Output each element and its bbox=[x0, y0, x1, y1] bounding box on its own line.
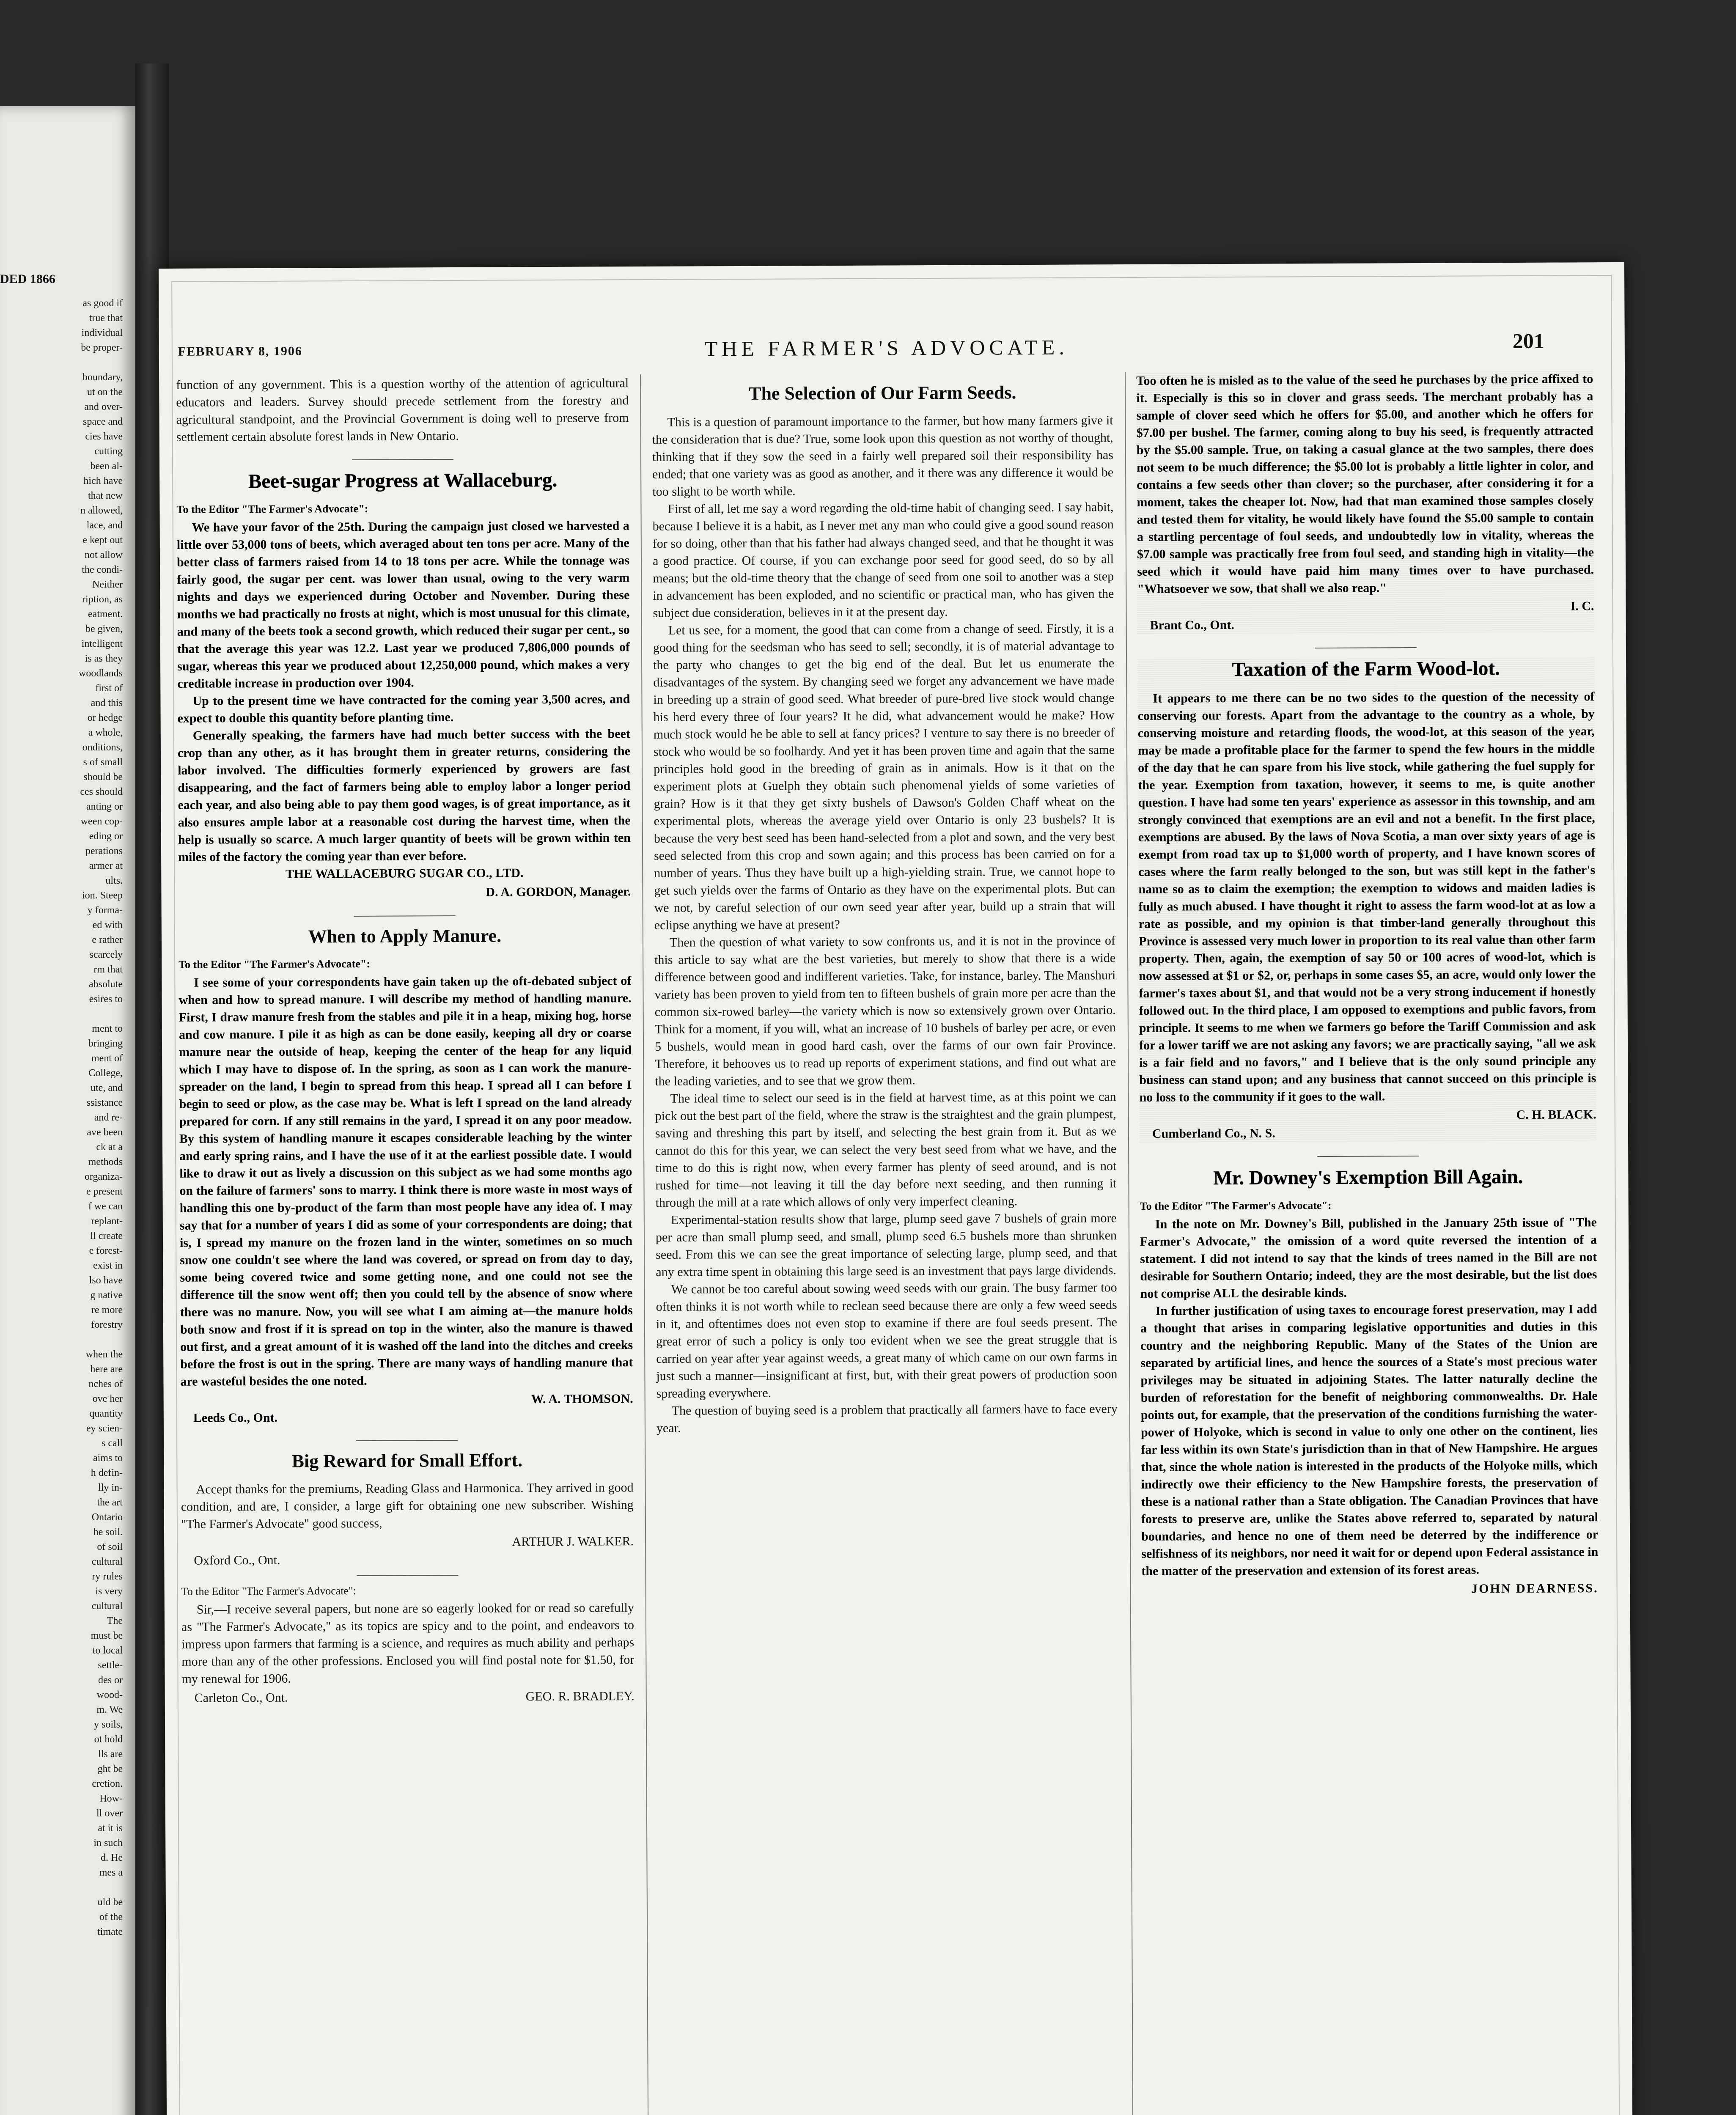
adjacent-page-line: ion. Steep bbox=[82, 890, 123, 901]
signature: JOHN DEARNESS. bbox=[1471, 1581, 1599, 1596]
adjacent-page-line: timate bbox=[97, 1926, 123, 1937]
adjacent-page-line: f we can bbox=[88, 1201, 123, 1212]
to-editor-line: To the Editor "The Farmer's Advocate": bbox=[176, 502, 368, 516]
adjacent-page-line: woodlands bbox=[79, 668, 123, 679]
adjacent-page-line: y forma- bbox=[87, 905, 123, 916]
article-paragraph: Too often he is misled as to the value of the seed he purchases by the price affixed to it. Especially is this so in clover and grass seeds. The merchant probably has a sample of clover seed which he offers for $5.00, and another which he offers for $7.00 per bushel. The farmer, coming along to buy his seed, is frequently attracted by the $5.00 sample. True, on taking a casual glance at the two samples, there does not seem to be much difference; the $5.00 lot is probably a little lighter in color, and contains a few seeds other than clover; so the purchaser, after considering it for a moment, takes the cheaper lot. Now, had that man examined those samples closely and tested them for vitality, he would likely have found the $5.00 sample to contain a startling percentage of foul seeds, and undoubtedly low in vitality, whereas the $7.00 sample was practically free from foul seed, and standing high in vitality—the seed which it would have paid him many times over to have purchased. "Whatsoever we sow, that shall we also reap." bbox=[1136, 372, 1594, 596]
adjacent-page-line: ot hold bbox=[94, 1734, 123, 1745]
section-divider bbox=[1315, 647, 1417, 648]
location: Brant Co., Ont. bbox=[1150, 618, 1234, 632]
adjacent-page-line: is very bbox=[95, 1586, 123, 1597]
adjacent-page-line: absolute bbox=[89, 979, 123, 990]
adjacent-page-line: nches of bbox=[88, 1379, 123, 1390]
adjacent-page-line: quantity bbox=[89, 1408, 123, 1419]
adjacent-page-line: the art bbox=[97, 1497, 123, 1508]
adjacent-page-header: DED 1866 bbox=[0, 272, 55, 286]
adjacent-page-line: here are bbox=[90, 1364, 123, 1375]
adjacent-page-line: first of bbox=[95, 683, 123, 694]
adjacent-page-line: des or bbox=[98, 1675, 123, 1686]
company-name: THE WALLACEBURG SUGAR CO., LTD. bbox=[285, 866, 524, 881]
adjacent-page-line: the condi- bbox=[82, 564, 123, 575]
article-paragraph: I see some of your correspondents have gain taken up the oft-debated subject of when and how to spread manure. I will describe my method of handling manure. First, I draw manure fresh from the stables and pile it in a heap, mixing hog, horse and cow manure. I pile it as high as can be done easily, keeping all dry or coarse manure near the outside of heap, keeping the center of the heap for any liquid which I may have to dispose of. In the spring, as soon as I can work the manure-spreader on the land, I begin to spread from this heap. I spread all I can before I begin to seed or plow, as the case may be. What is left I spread on the land already prepared for corn. If any still remains in the yard, I spread it on any poor meadow. By this system of handling manure it escapes considerable leaching by the winter and early spring rains, and I have the use of it at the earliest possible date. I would like to draw it out as lively a discussion on this subject as we had some months ago on the failure of farmers' sons to marry. I think there is more waste in most ways of handling this one by-product of the farm than most people have any idea of. I may say that for a number of years I did as some of your correspondents are doing; that is, I spread my manure on the frozen land in the winter, sometimes on so much snow one couldn't see where the land was covered, or spread on from day to day, some being covered twice and some getting none, and one could not see the difference till the snow went off; then you could tell by the absence of snow where there was no manure. Now, you will see what I am aiming at—the manure holds both snow and frost if it is spread on top in the winter, also the manure is thawed out first, and a great amount of it is washed off the land into the ditches and creeks before the frost is out in the spring. There are many ways of handling manure that are wasteful besides the one noted. bbox=[179, 973, 633, 1389]
adjacent-page-line: true that bbox=[89, 313, 123, 324]
section-divider bbox=[1317, 1156, 1419, 1157]
masthead-title: THE FARMER'S ADVOCATE. bbox=[704, 335, 1069, 361]
adjacent-page-line: d. He bbox=[101, 1852, 123, 1863]
adjacent-page-line: cultural bbox=[91, 1556, 123, 1567]
adjacent-page-line: m. We bbox=[96, 1704, 123, 1715]
adjacent-page-line: eatment. bbox=[88, 609, 123, 620]
adjacent-page-line: individual bbox=[81, 327, 123, 338]
article-headline: The Selection of Our Farm Seeds. bbox=[749, 382, 1016, 404]
adjacent-page-line: ry rules bbox=[92, 1571, 123, 1582]
adjacent-page-line: armer at bbox=[89, 860, 123, 871]
adjacent-page-line: be given, bbox=[85, 624, 123, 634]
section-divider bbox=[356, 1440, 458, 1441]
adjacent-page-line: not allow bbox=[85, 549, 123, 560]
article-paragraph: Then the question of what variety to sow confronts us, and it is not in the province of this article to say what are the best varieties, but merely to show that there is a wide difference between good and indifferent varieties. Take, for instance, barley. The Manshuri variety has been proven to yield from ten to fifteen bushels of grain more per acre than the common six-rowed barley—the variety which is now so extensively grown over Ontario. Think for a moment, if you will, what an increase of 10 bushels of barley per acre, or even 5 bushels, would mean in good hard cash, over the farms of our own fair Province. Therefore, it behooves us to read up reports of experiment stations, and find out what are the leading varieties, and to see that we grow them. bbox=[654, 933, 1116, 1088]
adjacent-page-line: mes a bbox=[99, 1867, 123, 1878]
adjacent-page-line: bringing bbox=[88, 1038, 123, 1049]
adjacent-page-line: lace, and bbox=[86, 520, 123, 531]
article-woodlot-taxation bbox=[1137, 656, 1596, 1143]
adjacent-page-line: and re- bbox=[94, 1112, 123, 1123]
adjacent-page-line: ment to bbox=[92, 1023, 123, 1034]
adjacent-page-line: ght be bbox=[97, 1763, 123, 1774]
adjacent-page-line: be proper- bbox=[81, 342, 123, 353]
adjacent-page-line: scarcely bbox=[89, 949, 123, 960]
adjacent-page-line: as good if bbox=[82, 298, 123, 309]
signature: D. A. GORDON, Manager. bbox=[486, 884, 631, 899]
signature: I. C. bbox=[1570, 599, 1594, 613]
article-beet-sugar bbox=[176, 468, 631, 902]
article-paragraph: We cannot be too careful about sowing weed seeds with our grain. The busy farmer too often thinks it is not worth while to reclean seed because there are only a few weed seeds in it, and oftentimes does not even stop to examine if there are foul seeds present. The great error of such a policy is only too evident when we see the great struggle that is carried on year after year against weeds, a great many of which came on our own farms in just such a manner—insignificant at first, but, with their great powers of production soon spreading everywhere. bbox=[656, 1280, 1118, 1401]
to-editor-line: To the Editor "The Farmer's Advocate": bbox=[181, 1585, 356, 1598]
article-paragraph: function of any government. This is a question worthy of the attention of agricultural educators and leaders. Survey should precede settlement from the forestry and agricultural standpoint, and the Provincial Government is doing well to preserve from settlement certain absolute forest lands in New Ontario. bbox=[176, 376, 629, 444]
adjacent-page-line: a whole, bbox=[88, 727, 123, 738]
article-reward bbox=[181, 1449, 635, 1707]
adjacent-page-line: ave been bbox=[87, 1127, 123, 1138]
adjacent-page-line: esires to bbox=[89, 994, 123, 1005]
adjacent-page-fragment bbox=[0, 106, 135, 2115]
adjacent-page-line: lls are bbox=[98, 1749, 123, 1760]
adjacent-page-line: ove her bbox=[92, 1393, 123, 1404]
signature: W. A. THOMSON. bbox=[531, 1391, 633, 1406]
adjacent-page-line: ces should bbox=[80, 786, 123, 797]
adjacent-page-line: Ontario bbox=[91, 1512, 123, 1523]
location: Oxford Co., Ont. bbox=[194, 1553, 280, 1568]
article-headline: Taxation of the Farm Wood-lot. bbox=[1232, 657, 1500, 681]
adjacent-page-line: re more bbox=[91, 1305, 123, 1316]
issue-date: FEBRUARY 8, 1906 bbox=[178, 344, 302, 359]
article-paragraph: It appears to me there can be no two sides to the question of the necessity of conserving our forests. Apart from the advantage to the country as a whole, by conserving moisture and retarding floods, the wood-lot, at this season of the year, may be made a profitable place for the farmer to spend the few hours in the middle of the day that he can spare from his live stock, while gathering the fuel supply for the year. Exemption from taxation, however, it seems to me, is quite another question. I have had some ten years' experience as assessor in this township, and am strongly convinced that exemptions are an evil and not a benefit. In the first place, exemptions are abused. By the laws of Nova Scotia, a man over sixty years of age is exempt from road tax up to $1,000 worth of property, and I have known scores of cases where the farm really belonged to the son, but was still kept in the father's name so as to claim the exemption; the exemption to widows and maiden ladies is fully as much abused. I have thought it right to assess the farm wood-lot at as low a rate as possible, and my opinion is that timber-land generally throughout this Province is assessed very much lower in proportion to its real value than other farm property. Then, again, the exemption of say 50 or 100 acres of wood-lot, which is now assessed at $1 or $2, or, perhaps in some cases $5, an acre, would only lower the farmer's taxes about $1, and that would not be a very strong inducement if honestly followed out. In the third place, I am opposed to exemptions and public favors, from principle. It seems to me when we farmers go before the Tariff Commission and ask for a lower tariff we are not asking any favors; we are practically saying, "all we ask is a fair field and no favors," and I believe that is the only sound principle any business can stand upon; and any business that cannot succeed on this principle is no loss to the community if it goes to the wall. bbox=[1137, 689, 1596, 1104]
adjacent-page-line: is as they bbox=[85, 653, 123, 664]
signature-line bbox=[195, 1687, 635, 1707]
article-seed-selection bbox=[652, 382, 1118, 1437]
adjacent-page-line: onditions, bbox=[82, 742, 123, 753]
article-manure bbox=[179, 925, 633, 1426]
adjacent-page-line: of soil bbox=[97, 1541, 123, 1552]
section-divider bbox=[354, 915, 456, 917]
adjacent-page-line: that new bbox=[88, 490, 123, 501]
article-paragraph: Accept thanks for the premiums, Reading Glass and Harmonica. They arrived in good condition, and are, I consider, a large gift for obtaining one new subscriber. Wishing "The Farmer's Advocate" good success, bbox=[181, 1480, 634, 1532]
adjacent-page-line bbox=[0, 1880, 123, 1895]
adjacent-page-line: forestry bbox=[91, 1319, 123, 1330]
article-paragraph: Up to the present time we have contracted for the coming year 3,500 acres, and expect to double this quantity before planting time. bbox=[177, 692, 630, 725]
column-middle bbox=[652, 372, 1118, 1451]
article-headline: Beet-sugar Progress at Wallaceburg. bbox=[248, 469, 558, 493]
article-intro-continued bbox=[176, 374, 629, 446]
article-paragraph: Generally speaking, the farmers have had much better success with the beet crop than any other, as it has brought them in greater returns, considering the labor involved. The difficulties formerly experienced by growers are fast disappearing, and the fact of farmers being able to employ labor a longer period each year, and also being able to pay them good wages, is of great importance, as it also ensures ample labor at a reasonable cost during the harvest time, when the help is usually so scarce. A much larger quantity of beets will be grown within ten miles of the factory the coming year than ever before. bbox=[177, 727, 631, 864]
column-right bbox=[1136, 370, 1599, 1613]
column-left bbox=[176, 374, 635, 1721]
adjacent-page-line: of the bbox=[99, 1912, 123, 1923]
article-paragraph: Let us see, for a moment, the good that can come from a change of seed. Firstly, it is a good thing for the seedsman who has seed to sell; secondly, it is of material advantage to the party who changes to get the big end of the deal. But let us enumerate the disadvantages of the system. By changing seed we forget any advancement we have made in breeding up a strain of good seed. What breeder of pure-bred live stock would change his herd every three of four years? It he did, what advancement would he make? How much stock would he be able to sell at fancy prices? I venture to say there is no breeder of stock who would be so foolhardy. And yet it has been proven time and again that the same principles hold good in the breeding of grain as in animals. How is it that on the experiment plots at Guelph they obtain such phenomenal yields of some varieties of grain? How is it that they get sixty bushels of Dawson's Golden Chaff wheat on the experimental plots, whereas the average yield over Ontario is only 23 bushels? It is because the very best seed has been hand-selected from a plot and sown, and the very best seed selected from this crop and sown again; and this process has been carried on for a number of years. Thus they have built up a high-yielding strain. True, we cannot hope to get such yields over the farms of Ontario as they have on the experimental plots. But can we not, by careful selection of our own seed year after year, build up a strain that will eclipse anything we have at present? bbox=[653, 621, 1115, 932]
adjacent-page-line: cutting bbox=[94, 446, 123, 457]
adjacent-page-line: to local bbox=[92, 1645, 123, 1656]
adjacent-page-line: methods bbox=[88, 1156, 123, 1167]
adjacent-page-line: eding or bbox=[89, 831, 123, 842]
adjacent-page-line: perations bbox=[85, 846, 123, 857]
adjacent-page-line: hich have bbox=[83, 475, 123, 486]
article-downey-bill bbox=[1140, 1165, 1598, 1599]
adjacent-page-line: ll over bbox=[96, 1808, 123, 1819]
adjacent-page-line: ment of bbox=[91, 1053, 123, 1064]
to-editor-line: To the Editor "The Farmer's Advocate": bbox=[1140, 1199, 1332, 1212]
adjacent-page-line bbox=[0, 355, 123, 370]
adjacent-page-line: College, bbox=[88, 1068, 123, 1079]
adjacent-page-line: ssistance bbox=[86, 1097, 123, 1108]
article-headline: Big Reward for Small Effort. bbox=[291, 1449, 523, 1472]
adjacent-page-line: boundary, bbox=[82, 372, 123, 383]
adjacent-page-line: organiza- bbox=[84, 1171, 123, 1182]
adjacent-page-line: in such bbox=[93, 1838, 123, 1849]
adjacent-page-line: aims to bbox=[93, 1453, 123, 1464]
adjacent-page-line: uld be bbox=[97, 1897, 123, 1908]
adjacent-page-line: lly in- bbox=[98, 1482, 123, 1493]
adjacent-page-line: ey scien- bbox=[86, 1423, 123, 1434]
article-paragraph: This is a question of paramount importance to the farmer, but how many farmers give it the consideration that is due? True, some look upon this question as not worthy of thought, thinking that if they sow the seed in a fairly well prepared soil their responsibility has ended; that one variety was as good as another, and it there was any difference it would be too slight to be worth while. bbox=[652, 413, 1114, 499]
adjacent-page-line: lso have bbox=[89, 1275, 123, 1286]
adjacent-page-line: replant- bbox=[91, 1216, 123, 1227]
article-headline: When to Apply Manure. bbox=[308, 925, 502, 947]
adjacent-page-line: e forest- bbox=[89, 1245, 123, 1256]
adjacent-page-line: wood- bbox=[96, 1689, 123, 1700]
article-paragraph: We have your favor of the 25th. During the campaign just closed we harvested a little over 53,000 tons of beets, which averaged about ten tons per acre. Many of the better class of farmers raised from 14 to 18 tons per acre. While the tonnage was fairly good, the sugar per cent. was lower than usual, owing to the very warm nights and days we experienced during October and November. During these months we had practically no frosts at night, which is most unusual for this climate, and many of the beets took a second growth, which reduced their sugar per cent., so that the average this year was 12.2. Last year we produced 7,806,000 pounds of sugar, whereas this year we produced about 12,250,000 pound, which makes a very creditable increase in production over 1904. bbox=[176, 519, 630, 691]
adjacent-page-line: anting or bbox=[86, 801, 123, 812]
adjacent-page-line: and over- bbox=[84, 401, 123, 412]
to-editor-line: To the Editor "The Farmer's Advocate": bbox=[179, 957, 371, 971]
adjacent-page-line: g native bbox=[90, 1290, 123, 1301]
page-number: 201 bbox=[1512, 329, 1544, 353]
adjacent-page-line bbox=[0, 1007, 123, 1022]
adjacent-page-line: ription, as bbox=[82, 594, 123, 605]
location: Cumberland Co., N. S. bbox=[1152, 1126, 1275, 1141]
adjacent-page-line: cies have bbox=[85, 431, 123, 442]
article-paragraph: In the note on Mr. Downey's Bill, published in the January 25th issue of "The Farmer's Advocate," the omission of a word quite reversed the intention of a statement. I did not intend to say that the kinds of trees named in the Bill are not desirable for Southern Ontario; indeed, they are the most desirable, but the list does not comprise ALL the desirable kinds. bbox=[1140, 1215, 1597, 1301]
adjacent-page-line: rm that bbox=[93, 964, 123, 975]
location: Carleton Co., Ont. bbox=[194, 1690, 288, 1705]
article-paragraph: Experimental-station results show that large, plump seed gave 7 bushels of grain more per acre than small plump seed, and small, plump seed 6.5 bushels more than shrunken seed. From this we can see the great importance of selecting large, plump seed, and that any extra time spent in obtaining this large seed is an investment that pays large dividends. bbox=[655, 1211, 1117, 1279]
article-paragraph: First of all, let me say a word regarding the old-time habit of changing seed. I say habit, because I believe it is a habit, as I never met any man who could give a good sound reason for so doing, other than that his father had always changed seed, and that he thought it was a good practice. Of course, if you can exchange poor seed for good seed, do so by all means; but the old-time theory that the change of seed from one soil to another was a step in advancement has been exploded, and no scientific or practical man, who has given the subject due consideration, believes in it at the present day. bbox=[652, 500, 1114, 620]
adjacent-page-line: Neither bbox=[92, 579, 123, 590]
article-paragraph: The question of buying seed is a problem that practically all farmers have to face every year. bbox=[656, 1401, 1118, 1435]
adjacent-page-line: intelligent bbox=[81, 638, 123, 649]
adjacent-page-line: e kept out bbox=[82, 535, 123, 546]
article-paragraph: The ideal time to select our seed is in the field at harvest time, as at this point we can pick out the best part of the field, where the straw is the straightest and the grain plumpest, saving and threshing this part by itself, and selecting the best grain from it. But as we cannot do this for this year, we can select the very best seed from what we have, and the time to do this is right now, when every farmer has plenty of seed around, and is not rushed for time—not leaving it till the day before next seeding, and then running it through the mill at a rate which allows of only very imperfect cleaning. bbox=[655, 1089, 1117, 1210]
adjacent-page-line: must be bbox=[91, 1630, 123, 1641]
adjacent-page-line: n allowed, bbox=[80, 505, 123, 516]
adjacent-page-line: h defin- bbox=[91, 1467, 123, 1478]
adjacent-page-line: cretion. bbox=[92, 1778, 123, 1789]
adjacent-page-line: settle- bbox=[98, 1660, 123, 1671]
adjacent-page-line bbox=[0, 1332, 123, 1347]
location: Leeds Co., Ont. bbox=[193, 1410, 278, 1425]
section-divider bbox=[352, 459, 453, 460]
signature: C. H. BLACK. bbox=[1516, 1107, 1596, 1122]
adjacent-page-line: space and bbox=[83, 416, 123, 427]
adjacent-page-line: exist in bbox=[93, 1260, 123, 1271]
adjacent-page-line: and this bbox=[91, 698, 123, 709]
article-paragraph: Sir,—I receive several papers, but none are so eagerly looked for or read so carefully as "The Farmer's Advocate," as its topics are spicy and to the point, and endeavors to impress upon farmers that farming is a science, and requires as much ability and perhaps more than any of the other professions. Enclosed you will find postal note for $1.50, for my renewal for 1906. bbox=[181, 1601, 635, 1687]
adjacent-page-line: ween cop- bbox=[80, 816, 123, 827]
section-divider bbox=[357, 1575, 458, 1576]
adjacent-page-line: cultural bbox=[91, 1601, 123, 1612]
signature: GEO. R. BRADLEY. bbox=[525, 1689, 635, 1704]
adjacent-page-text bbox=[0, 296, 123, 1939]
adjacent-page-line: or hedge bbox=[87, 712, 123, 723]
adjacent-page-line: s of small bbox=[83, 757, 123, 768]
article-headline: Mr. Downey's Exemption Bill Again. bbox=[1213, 1165, 1523, 1189]
adjacent-page-line: How- bbox=[99, 1793, 123, 1804]
adjacent-page-line: ut on the bbox=[87, 387, 123, 398]
adjacent-page-line: been al- bbox=[90, 461, 123, 472]
adjacent-page-line: ll create bbox=[90, 1231, 123, 1242]
adjacent-page-line: ed with bbox=[92, 920, 123, 931]
adjacent-page-line: should be bbox=[83, 772, 123, 783]
adjacent-page-line: ck at a bbox=[96, 1142, 123, 1153]
adjacent-page-line: y soils, bbox=[93, 1719, 123, 1730]
newspaper-page bbox=[159, 262, 1633, 2115]
signature: ARTHUR J. WALKER. bbox=[512, 1534, 634, 1549]
adjacent-page-line: when the bbox=[85, 1349, 123, 1360]
adjacent-page-line: e present bbox=[86, 1186, 123, 1197]
adjacent-page-line: he soil. bbox=[93, 1527, 123, 1538]
article-seed-selection-continued bbox=[1136, 370, 1594, 634]
adjacent-page-line: The bbox=[107, 1615, 123, 1626]
adjacent-page-line: e rather bbox=[92, 934, 123, 945]
adjacent-page-line: s call bbox=[102, 1438, 123, 1449]
adjacent-page-line: at it is bbox=[98, 1823, 123, 1834]
article-paragraph: In further justification of using taxes to encourage forest preservation, may I add a thought that arises in comparing legislative opportunities and duties in this country and the neighboring Republic. Many of the States of the Union are separated by artificial lines, and hence the sources of a State's most precious water privileges may be situated in adjoining States. The latter naturally decline the burden of reforestation for the benefit of neighboring commonwealths. Dr. Hale points out, for example, that the preservation of the conditions furnishing the water-power of Holyoke, which is second in value to only one other on the continent, lies far less within its own State's jurisdiction than in that of New Hampshire. He argues that, since the whole nation is interested in the products of the Holyoke mills, which indirectly owe their efficiency to the New Hampshire forests, the preservation of these is a national rather than a State obligation. The Canadian Provinces that have forests to preserve are, unlike the States above referred to, separated by natural boundaries, and hence no one of them need be deterred by the indifference or selfishness of its neighbors, nor need it wait for or depend upon Federal assistance in the matter of the preservation and extension of its forest areas. bbox=[1140, 1302, 1599, 1578]
adjacent-page-line: ults. bbox=[105, 875, 123, 886]
adjacent-page-line: ute, and bbox=[91, 1082, 123, 1093]
